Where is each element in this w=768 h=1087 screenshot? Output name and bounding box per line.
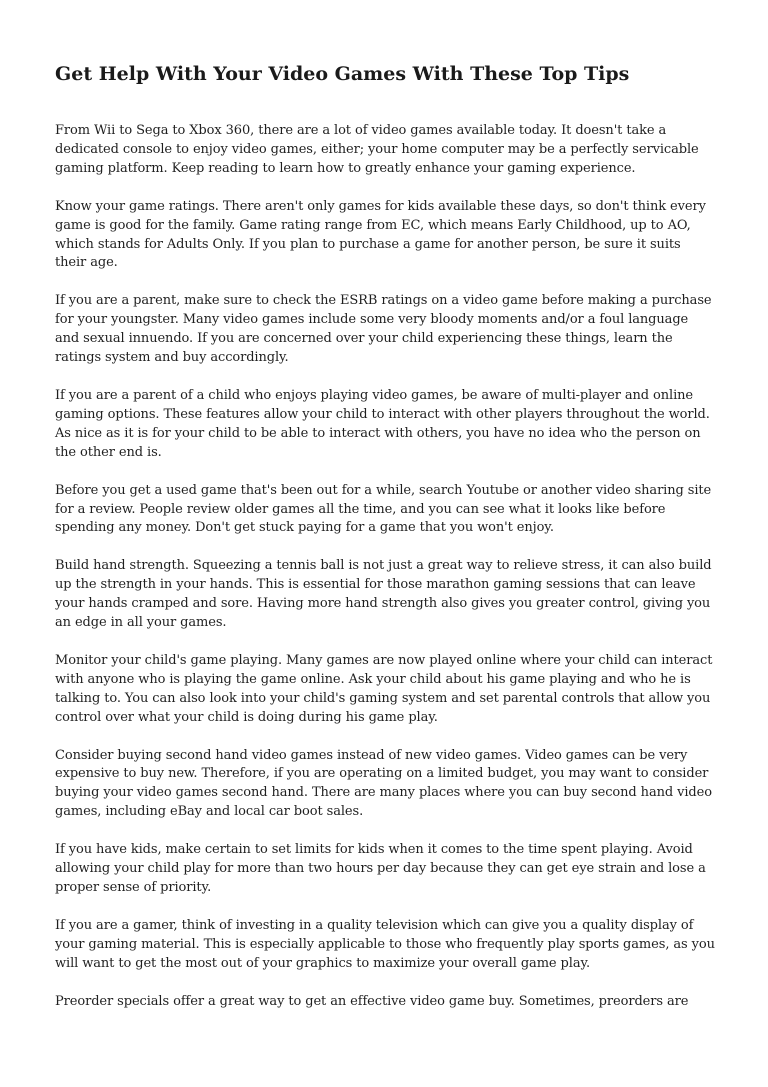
paragraph-line: proper sense of priority. [55, 880, 212, 895]
paragraph [55, 841, 715, 898]
paragraph [55, 993, 715, 1012]
paragraph-line: gaming platform. Keep reading to learn how to greatly enhance your gaming experience. [55, 160, 636, 176]
paragraph-line: their age. [55, 255, 118, 271]
paragraph-line: and sexual innuendo. If you are concerned over your child experiencing these things, learn the [55, 331, 673, 347]
paragraph [55, 747, 715, 823]
paragraph-line: for your youngster. Many video games include some very bloody moments and/or a foul language [55, 312, 689, 328]
paragraph-line: gaming options. These features allow your child to interact with other players throughout the world. [55, 406, 710, 422]
paragraph-line: If you have kids, make certain to set limits for kids when it comes to the time spent playing. Avoid [55, 842, 693, 858]
paragraph [55, 917, 715, 974]
paragraph-line: expensive to buy new. Therefore, if you are operating on a limited budget, you may want to consider [55, 766, 709, 782]
paragraph-line: with anyone who is playing the game online. Ask your child about his game playing and who he is [55, 671, 691, 687]
paragraph [55, 292, 715, 368]
paragraph-line: your gaming material. This is especially applicable to those who frequently play sports games, as you [55, 936, 715, 952]
paragraph-line: your hands cramped and sore. Having more hand strength also gives you greater control, giving you [55, 596, 711, 612]
paragraph-line: will want to get the most out of your graphics to maximize your overall game play. [55, 955, 591, 971]
paragraph-line: up the strength in your hands. This is essential for those marathon gaming sessions that can leave [55, 577, 696, 593]
paragraph-line: which stands for Adults Only. If you plan to purchase a game for another person, be sure it suits [55, 236, 681, 252]
paragraph [55, 387, 715, 463]
paragraph-line: game is good for the family. Game rating range from EC, which means Early Childhood, up to AO, [55, 217, 691, 233]
paragraph-line: the other end is. [55, 444, 162, 460]
paragraph-line: dedicated console to enjoy video games, either; your home computer may be a perfectly servicable [55, 141, 699, 157]
paragraph-line: buying your video games second hand. There are many places where you can buy second hand video [55, 785, 712, 801]
document-title: Get Help With Your Video Games With These Top Tips [55, 63, 630, 85]
paragraph-line: If you are a gamer, think of investing in a quality television which can give you a quality display of [55, 917, 694, 933]
paragraph-line: games, including eBay and local car boot sales. [55, 804, 364, 820]
paragraph-line: If you are a parent, make sure to check the ESRB ratings on a video game before making a purchase [55, 293, 712, 309]
paragraph-line: control over what your child is doing during his game play. [55, 709, 438, 725]
paragraph-line: If you are a parent of a child who enjoys playing video games, be aware of multi-player and online [55, 387, 693, 403]
paragraph-line: an edge in all your games. [55, 615, 227, 631]
paragraph [55, 198, 715, 274]
paragraph-line: Build hand strength. Squeezing a tennis ball is not just a great way to relieve stress, it can also build [55, 558, 712, 574]
paragraph-line: Know your game ratings. There aren't only games for kids available these days, so don't think every [55, 198, 706, 214]
paragraph [55, 652, 715, 728]
paragraph-line: As nice as it is for your child to be able to interact with others, you have no idea who the person on [55, 425, 701, 441]
paragraph-line: spending any money. Don't get stuck paying for a game that you won't enjoy. [55, 520, 554, 536]
paragraph [55, 482, 715, 539]
paragraph-line: allowing your child play for more than two hours per day because they can get eye strain and lose a [55, 861, 706, 877]
paragraph-line: Consider buying second hand video games instead of new video games. Video games can be very [55, 747, 688, 763]
document-body [55, 122, 715, 1031]
paragraph-line: Preorder specials offer a great way to get an effective video game buy. Sometimes, preorders are [55, 993, 689, 1009]
paragraph-line: From Wii to Sega to Xbox 360, there are a lot of video games available today. It doesn't take a [55, 123, 667, 138]
paragraph-line: Monitor your child's game playing. Many games are now played online where your child can interact [55, 652, 713, 668]
paragraph-line: ratings system and buy accordingly. [55, 350, 289, 366]
paragraph [55, 557, 715, 633]
paragraph-line: talking to. You can also look into your child's gaming system and set parental controls that allow you [55, 690, 711, 706]
paragraph-line: Before you get a used game that's been out for a while, search Youtube or another video sharing site [55, 482, 712, 498]
paragraph-line: for a review. People review older games all the time, and you can see what it looks like before [55, 501, 666, 517]
paragraph [55, 122, 715, 179]
